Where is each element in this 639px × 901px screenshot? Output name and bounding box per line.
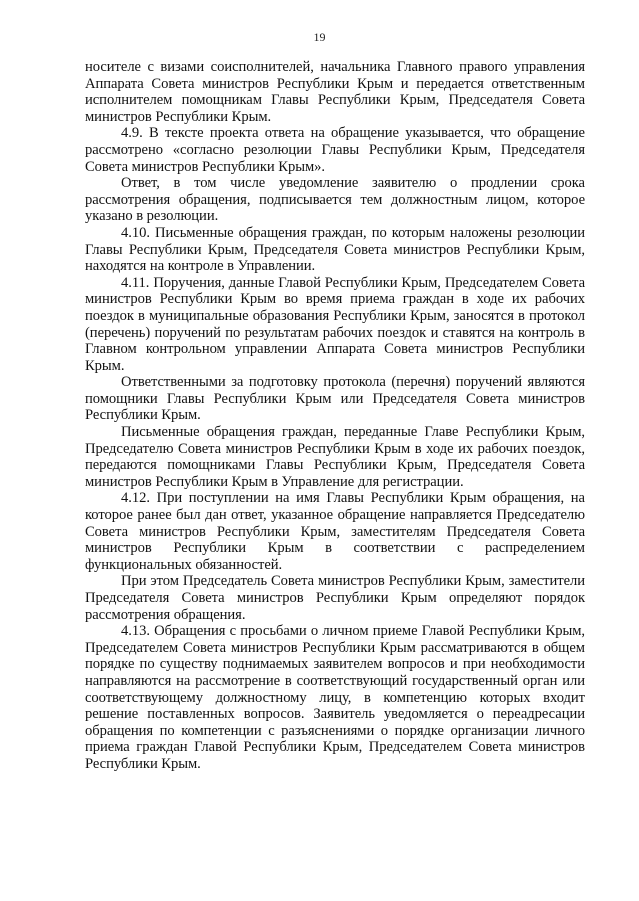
paragraph-4-13: 4.13. Обращения с просьбами о личном приеме Главой Республики Крым, Председателем Совета министров Республики Крым рассматриваются в общем порядке по существу поднимаемых заявителем вопросов и при необходимости направляются на рассмотрение в соответствующий государственный орган или соответствующему должностному лицу, в компетенцию которых входит решение поставленных вопросов. Заявитель уведомляется о переадресации обращения по компетенции с разъяснениями о порядке организации личного приема граждан Главой Республики Крым, Председателем Совета министров Республики Крым.	[85, 623, 585, 772]
document-body	[85, 59, 585, 773]
paragraph-4-12-procedure: При этом Председатель Совета министров Республики Крым, заместители Председателя Совета министров Республики Крым определяют порядок рассмотрения обращения.	[85, 573, 585, 623]
paragraph-4-11-responsible: Ответственными за подготовку протокола (перечня) поручений являются помощники Главы Республики Крым или Председателя Совета министров Республики Крым.	[85, 374, 585, 424]
paragraph-continuation: носителе с визами соисполнителей, начальника Главного правого управления Аппарата Совета министров Республики Крым и передается ответственным исполнителем помощникам Главы Республики Крым, Председателя Совета министров Республики Крым.	[85, 59, 585, 125]
paragraph-4-11: 4.11. Поручения, данные Главой Республики Крым, Председателем Совета министров Республики Крым во время приема граждан в ходе их рабочих поездок в муниципальные образования Республики Крым, заносятся в протокол (перечень) поручений по результатам рабочих поездок и ставятся на контроль в Главном контрольном управлении Аппарата Совета министров Республики Крым.	[85, 274, 585, 374]
paragraph-4-9: 4.9. В тексте проекта ответа на обращение указывается, что обращение рассмотрено «согласно резолюции Главы Республики Крым, Председателя Совета министров Республики Крым».	[85, 125, 585, 175]
paragraph-4-11-letters: Письменные обращения граждан, переданные Главе Республики Крым, Председателю Совета министров Республики Крым в ходе их рабочих поездок, передаются помощниками Главы Республики Крым, Председателя Совета министров Республики Крым в Управление для регистрации.	[85, 424, 585, 490]
page-number: 19	[313, 30, 326, 44]
paragraph-4-9-answer: Ответ, в том числе уведомление заявителю о продлении срока рассмотрения обращения, подписывается тем должностным лицом, которое указано в резолюции.	[85, 175, 585, 225]
paragraph-4-12: 4.12. При поступлении на имя Главы Республики Крым обращения, на которое ранее был дан ответ, указанное обращение направляется Председателю Совета министров Республики Крым, заместителям Председателя Совета министров Республики Крым в соответствии с распределением функциональных обязанностей.	[85, 490, 585, 573]
paragraph-4-10: 4.10. Письменные обращения граждан, по которым наложены резолюции Главы Республики Крым, Председателя Совета министров Республики Крым, находятся на контроле в Управлении.	[85, 224, 585, 275]
